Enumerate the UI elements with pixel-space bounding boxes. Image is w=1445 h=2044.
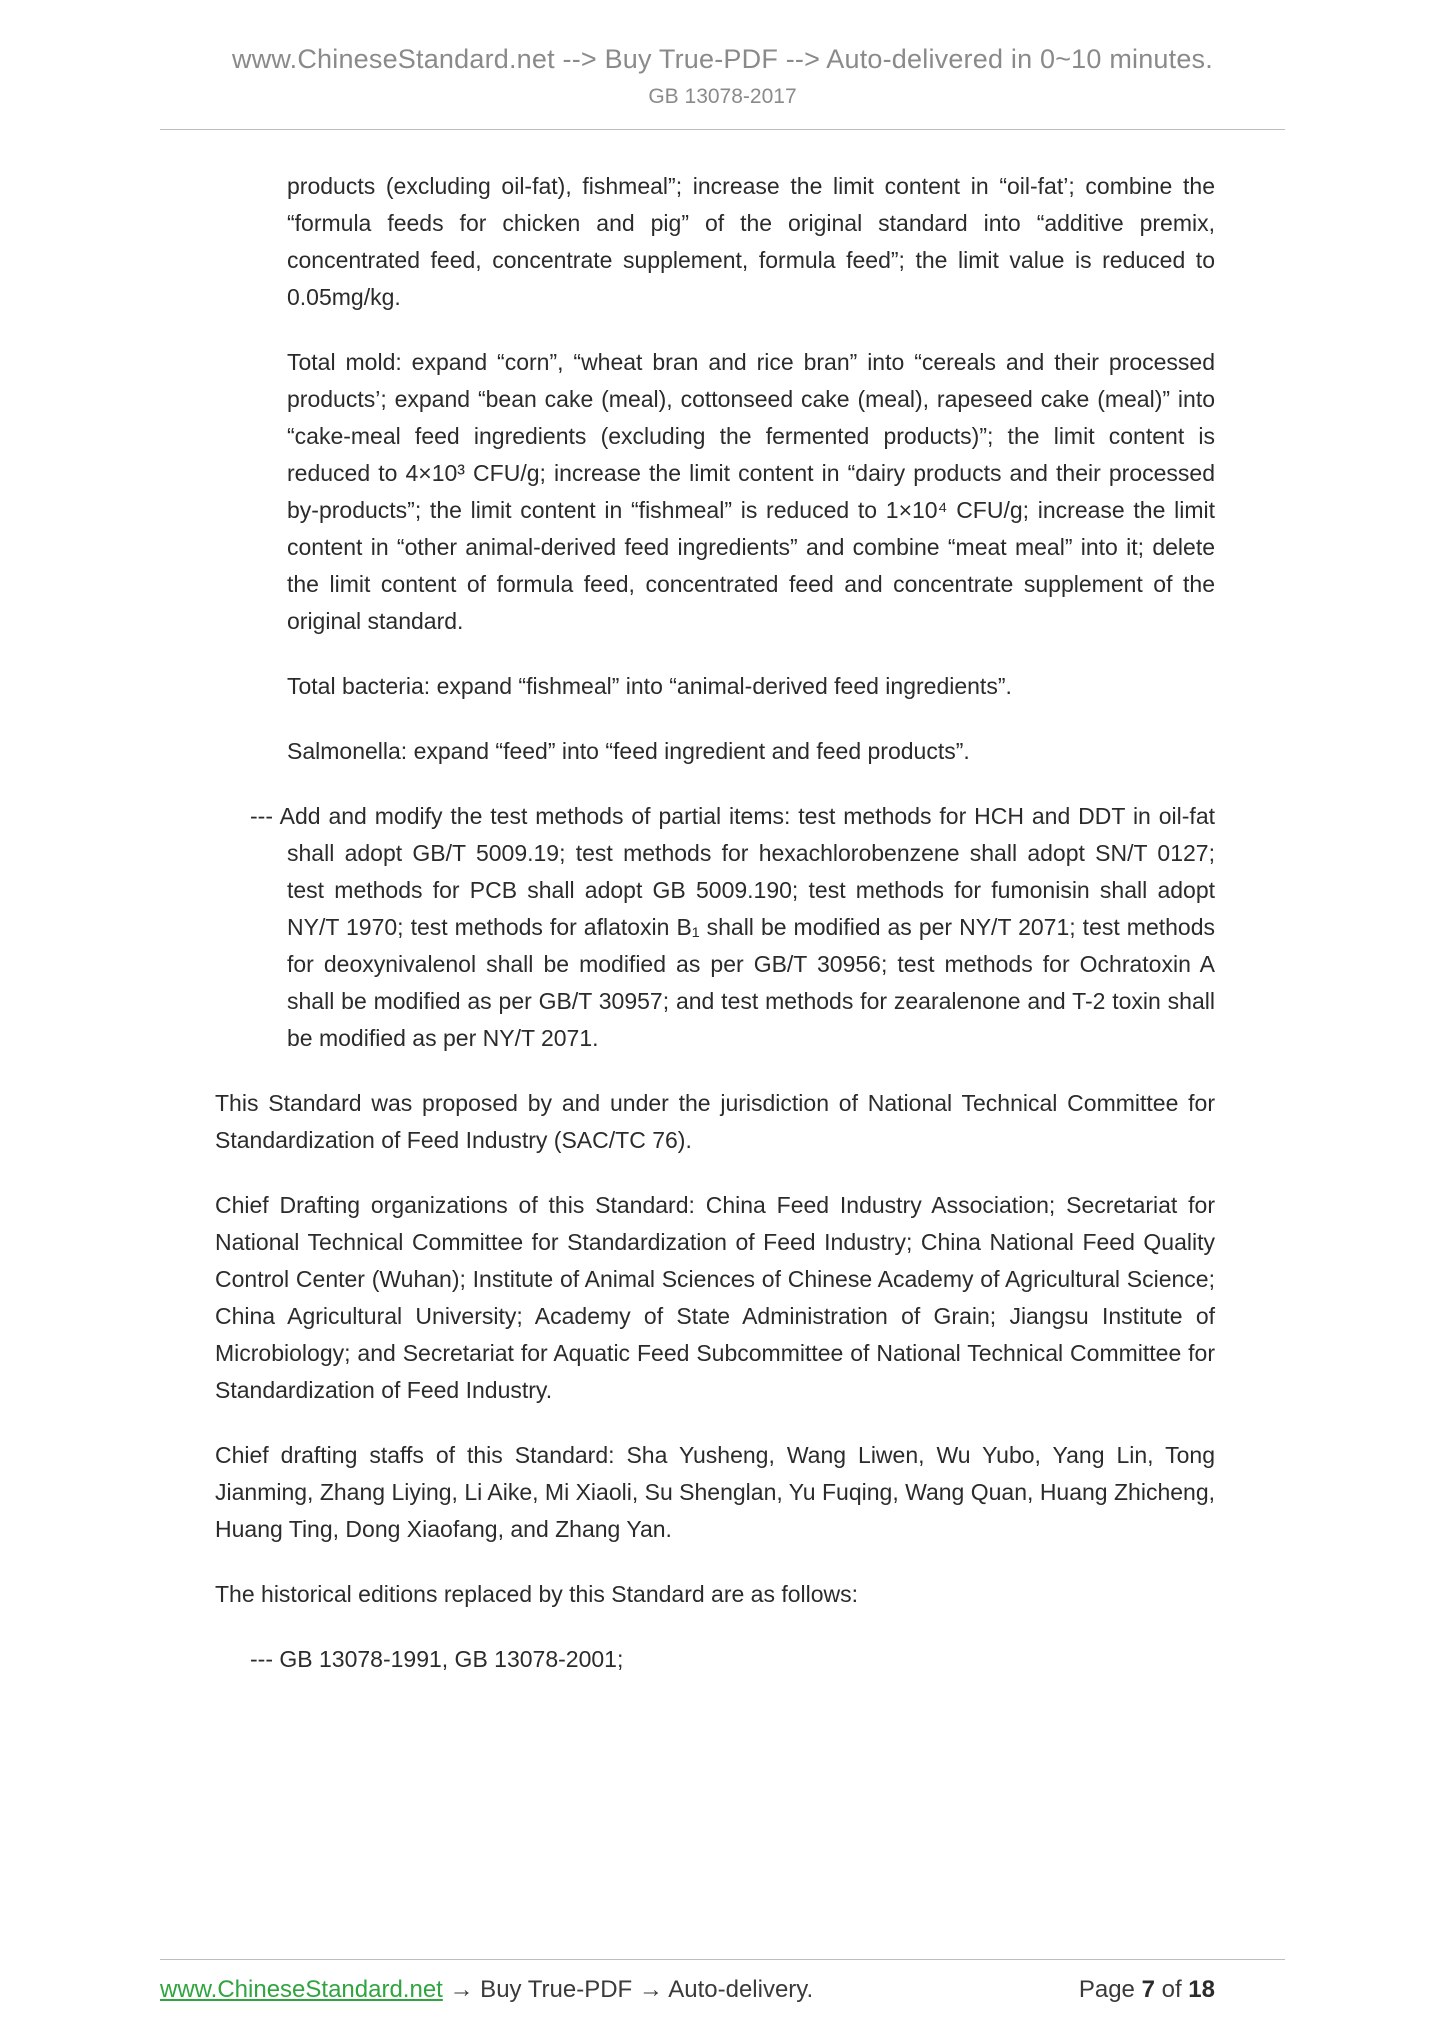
page-footer: [160, 1959, 1285, 2004]
page-indicator: [1079, 1976, 1285, 2004]
paragraph-test-methods: --- Add and modify the test methods of partial items: test methods for HCH and DDT in oil-fat shall adopt GB/T 5009.19; test methods for hexachlorobenzene shall adopt SN/T 0127; test methods for PCB shall adopt GB 5009.190; test methods for fumonisin shall adopt NY/T 1970; test methods for aflatoxin B₁ shall be modified as per NY/T 2071; test methods for deoxynivalenol shall be modified as per GB/T 30956; test methods for Ochratoxin A shall be modified as per GB/T 30957; and test methods for zearalenone and T-2 toxin shall be modified as per NY/T 2071.: [250, 803, 1215, 1051]
footer-left: [160, 1976, 813, 2004]
paragraph-total-mold: Total mold: expand “corn”, “wheat bran and rice bran” into “cereals and their processed products’; expand “bean cake (meal), cottonseed cake (meal), rapeseed cake (meal)” into “cake-meal feed ingredients (excluding the fermented products)”; the limit content is reduced to 4×10³ CFU/g; increase the limit content in “dairy products and their processed by-products”; the limit content in “fishmeal” is reduced to 1×10⁴ CFU/g; increase the limit content in “other animal-derived feed ingredients” and combine “meat meal” into it; delete the limit content of formula feed, concentrated feed and concentrate supplement of the original standard.: [287, 349, 1215, 634]
page-total: 18: [1188, 1976, 1215, 2003]
document-body: [0, 130, 1445, 1678]
page-number: 7: [1141, 1976, 1155, 2003]
paragraph-drafting-orgs: Chief Drafting organizations of this Standard: China Feed Industry Association; Secretariat for National Technical Committee for Standardization of Feed Industry; China National Feed Quality Control Center (Wuhan); Institute of Animal Sciences of Chinese Academy of Agricultural Science; China Agricultural University; Academy of State Administration of Grain; Jiangsu Institute of Microbiology; and Secretariat for Aquatic Feed Subcommittee of National Technical Committee for Standardization of Feed Industry.: [215, 1192, 1215, 1403]
paragraph-limit-content: products (excluding oil-fat), fishmeal”; increase the limit content in “oil-fat’; combine the “formula feeds for chicken and pig” of the original standard into “additive premix, concentrated feed, concentrate supplement, formula feed”; the limit value is reduced to 0.05mg/kg.: [287, 173, 1215, 310]
site-link[interactable]: www.ChineseStandard.net: [160, 1976, 443, 2003]
page-label: Page: [1078, 1976, 1135, 2003]
paragraph-jurisdiction: This Standard was proposed by and under the jurisdiction of National Technical Committee for Standardization of Feed Industry (SAC/TC 76).: [215, 1090, 1215, 1153]
paragraph-historical-intro: The historical editions replaced by this Standard are as follows:: [215, 1581, 859, 1607]
footer-tail: → Buy True-PDF → Auto-delivery.: [442, 1976, 814, 2003]
paragraph-drafting-staffs: Chief drafting staffs of this Standard: Sha Yusheng, Wang Liwen, Wu Yubo, Yang Lin, Tong Jianming, Zhang Liying, Li Aike, Mi Xiaoli, Su Shenglan, Yu Fuqing, Wang Quan, Huang Zhicheng, Huang Ting, Dong Xiaofang, and Zhang Yan.: [215, 1442, 1215, 1542]
of-label: of: [1161, 1976, 1182, 2003]
header-banner: www.ChineseStandard.net --> Buy True-PDF --> Auto-delivered in 0~10 minutes.: [232, 44, 1213, 74]
paragraph-historical-editions: --- GB 13078-1991, GB 13078-2001;: [250, 1646, 624, 1672]
document-id: GB 13078-2017: [648, 85, 797, 108]
page-header: [0, 0, 1445, 109]
paragraph-salmonella: Salmonella: expand “feed” into “feed ingredient and feed products”.: [287, 738, 970, 764]
paragraph-total-bacteria: Total bacteria: expand “fishmeal” into “animal-derived feed ingredients”.: [287, 673, 1012, 699]
